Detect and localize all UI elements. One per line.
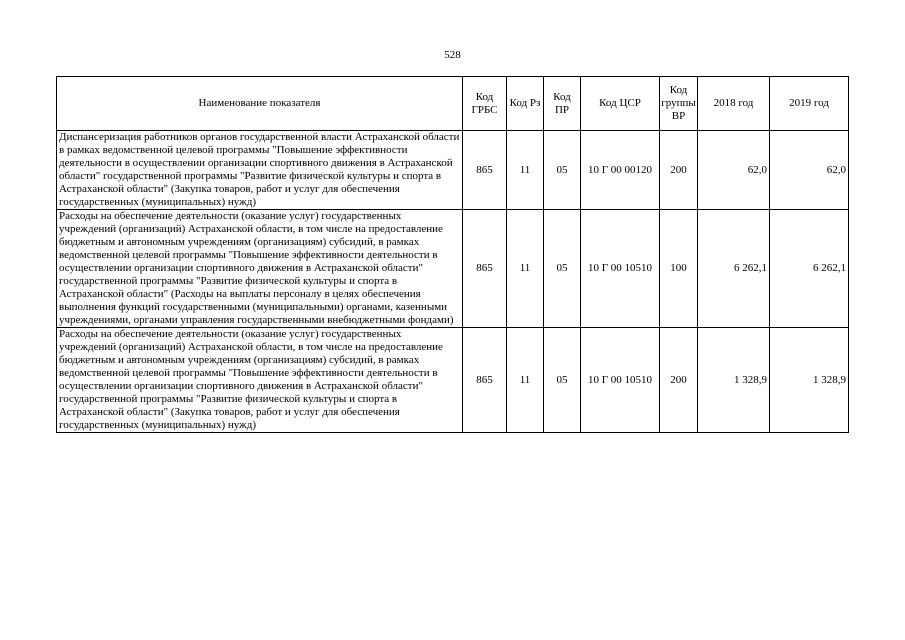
row-2018: 62,0 — [698, 131, 770, 210]
row-csr: 10 Г 00 00120 — [581, 131, 660, 210]
header-name: Наименование показателя — [57, 77, 463, 131]
header-2019: 2019 год — [770, 77, 849, 131]
header-2018: 2018 год — [698, 77, 770, 131]
row-pr: 05 — [544, 210, 581, 328]
row-2019: 62,0 — [770, 131, 849, 210]
row-name: Диспансеризация работников органов государственной власти Астраханской области в рамках ведомственной целевой программы "Повышение эффективности деятельности в осуществлении организации спортивного движения в Астраханской области" государственной программы "Развитие физической культуры и спорта в Астраханской области" (Закупка товаров, работ и услуг для обеспечения государственных (муниципальных) нужд) — [57, 131, 463, 210]
row-grbs: 865 — [463, 210, 507, 328]
table-row — [57, 328, 849, 433]
row-vr: 100 — [660, 210, 698, 328]
table-row — [57, 131, 849, 210]
row-2019: 6 262,1 — [770, 210, 849, 328]
row-csr: 10 Г 00 10510 — [581, 328, 660, 433]
budget-table — [56, 76, 849, 433]
header-rz: Код Рз — [507, 77, 544, 131]
row-2018: 1 328,9 — [698, 328, 770, 433]
row-csr: 10 Г 00 10510 — [581, 210, 660, 328]
header-csr: Код ЦСР — [581, 77, 660, 131]
table-row — [57, 210, 849, 328]
header-grbs: Код ГРБС — [463, 77, 507, 131]
row-pr: 05 — [544, 328, 581, 433]
header-pr: Код ПР — [544, 77, 581, 131]
row-name: Расходы на обеспечение деятельности (оказание услуг) государственных учреждений (организаций) Астраханской области, в том числе на предоставление бюджетным и автономным учреждениям (организациям) субсидий, в рамках ведомственной целевой программы "Повышение эффективности деятельности в осуществлении организации спортивного движения в Астраханской области" государственной программы "Развитие физической культуры и спорта в Астраханской области" (Закупка товаров, работ и услуг для обеспечения государственных (муниципальных) нужд) — [57, 328, 463, 433]
row-rz: 11 — [507, 210, 544, 328]
row-2018: 6 262,1 — [698, 210, 770, 328]
row-vr: 200 — [660, 131, 698, 210]
page-number: 528 — [444, 49, 461, 61]
row-name: Расходы на обеспечение деятельности (оказание услуг) государственных учреждений (организаций) Астраханской области, в том числе на предоставление бюджетным и автономным учреждениям (организациям) субсидий, в рамках ведомственной целевой программы "Повышение эффективности деятельности в осуществлении организации спортивного движения в Астраханской области" государственной программы "Развитие физической культуры и спорта в Астраханской области" (Расходы на выплаты персоналу в целях обеспечения выполнения функций государственными (муниципальными) органами, казенными учреждениями, органами управления государственными внебюджетными фондами) — [57, 210, 463, 328]
row-pr: 05 — [544, 131, 581, 210]
row-vr: 200 — [660, 328, 698, 433]
row-rz: 11 — [507, 328, 544, 433]
row-rz: 11 — [507, 131, 544, 210]
row-grbs: 865 — [463, 131, 507, 210]
header-vr: Код группы ВР — [660, 77, 698, 131]
table-header-row — [57, 77, 849, 131]
row-grbs: 865 — [463, 328, 507, 433]
row-2019: 1 328,9 — [770, 328, 849, 433]
